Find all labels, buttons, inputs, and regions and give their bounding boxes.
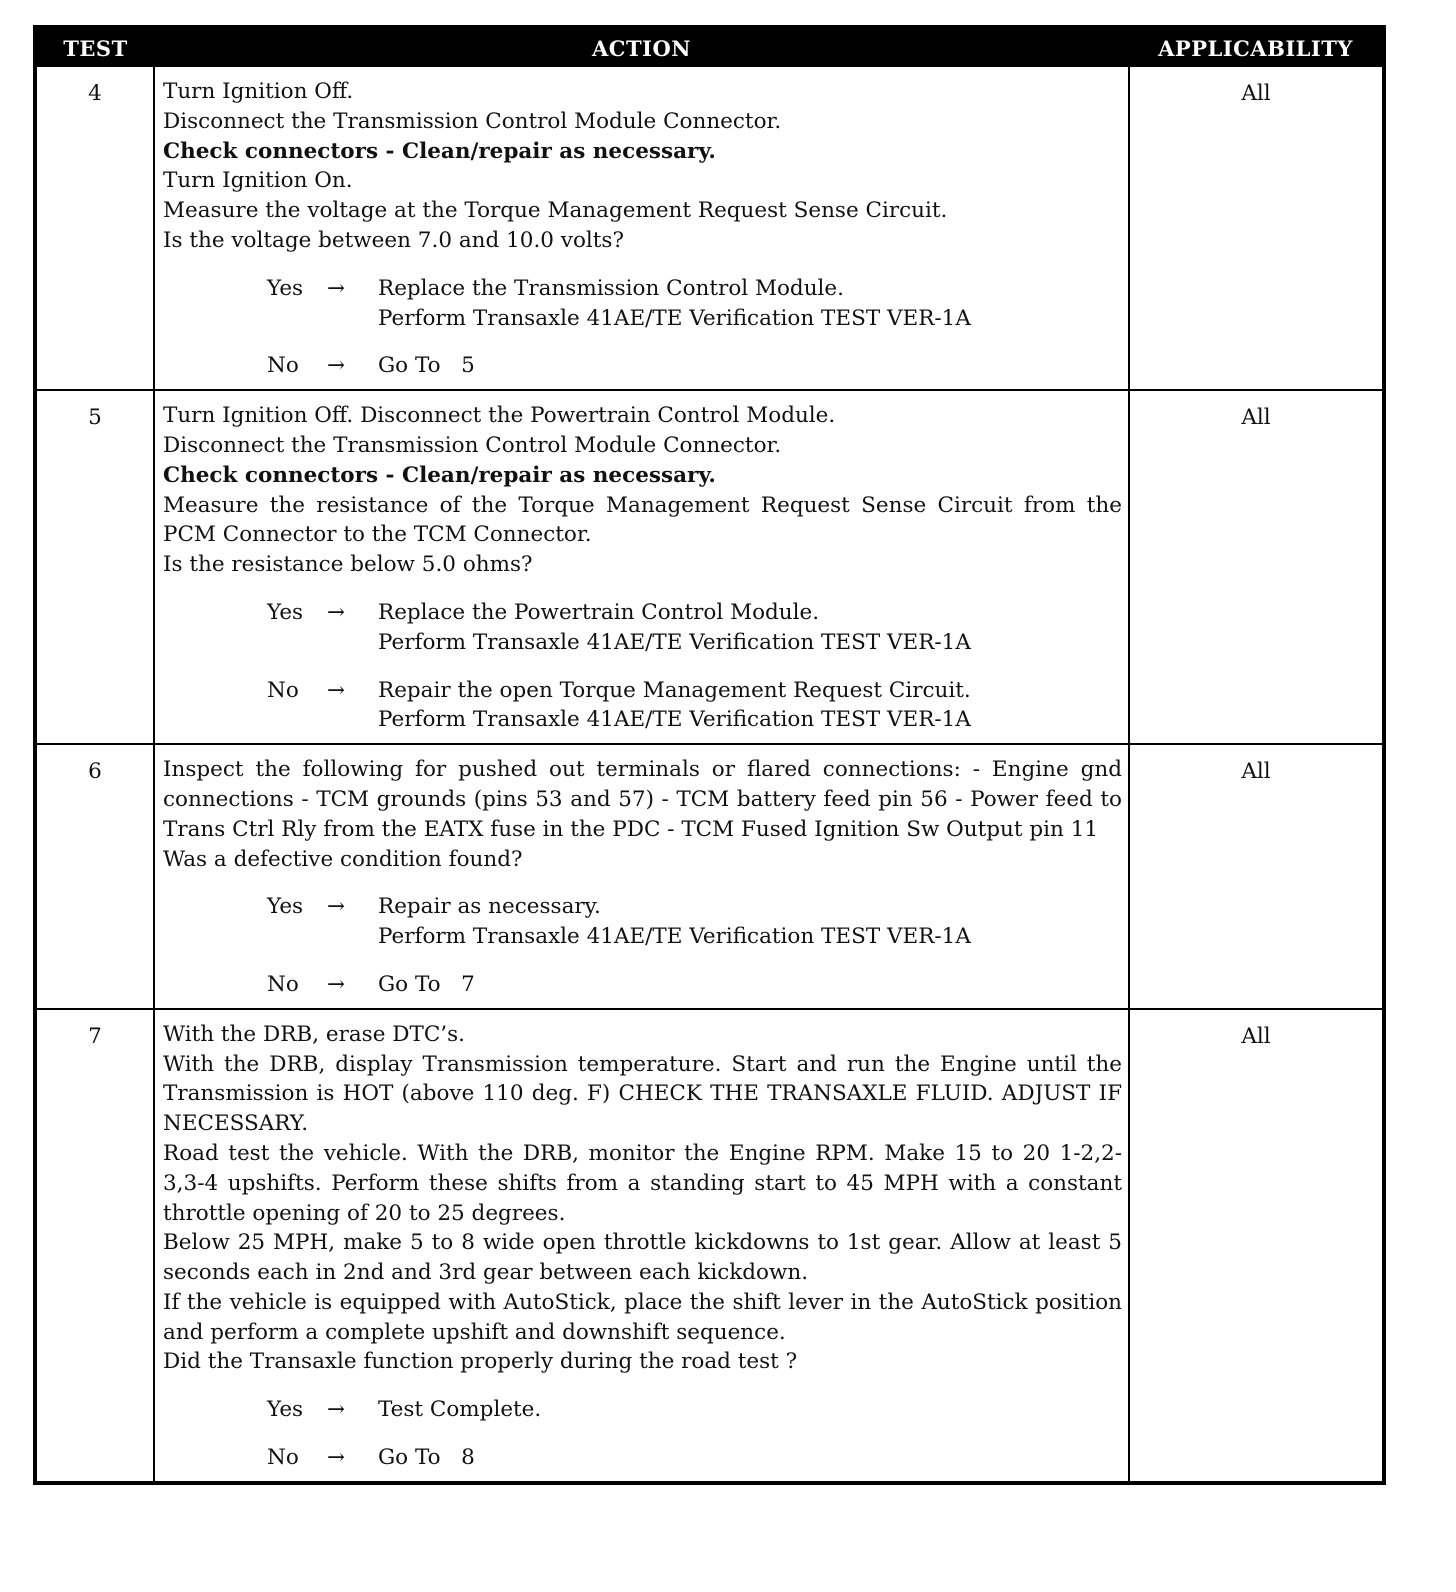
right-arrow-icon: → bbox=[327, 971, 346, 997]
header-applicability: APPLICABILITY bbox=[1129, 27, 1384, 67]
action-cell bbox=[154, 744, 1129, 1009]
result-line: Replace the Transmission Control Module. bbox=[378, 275, 844, 301]
action-question: Was a defective condition found? bbox=[163, 846, 523, 872]
result-line: Perform Transaxle 41AE/TE Verification TEST VER-1A bbox=[378, 305, 971, 331]
action-line-bold: Check connectors - Clean/repair as necessary. bbox=[163, 462, 716, 488]
yes-result bbox=[378, 892, 1122, 952]
no-label: No bbox=[267, 971, 299, 997]
yes-result bbox=[378, 274, 1122, 334]
action-line: Disconnect the Transmission Control Module Connector. bbox=[163, 432, 782, 458]
no-label: No bbox=[267, 677, 299, 703]
no-label: No bbox=[267, 353, 299, 379]
result-line: Go To 5 bbox=[378, 353, 475, 379]
action-cell bbox=[154, 390, 1129, 744]
result-line: Go To 8 bbox=[378, 1445, 475, 1471]
action-cell bbox=[154, 67, 1129, 390]
test-number: 7 bbox=[35, 1009, 154, 1483]
action-question: Is the resistance below 5.0 ohms? bbox=[163, 552, 533, 578]
action-line-bold: Check connectors - Clean/repair as necessary. bbox=[163, 138, 716, 164]
yes-branch bbox=[267, 274, 1122, 334]
header-test: TEST bbox=[35, 27, 154, 67]
action-line: Measure the voltage at the Torque Management Request Sense Circuit. bbox=[163, 198, 948, 224]
applicability-value: All bbox=[1129, 744, 1384, 1009]
test-row-6 bbox=[35, 744, 1384, 1009]
test-number: 6 bbox=[35, 744, 154, 1009]
no-result bbox=[378, 676, 1122, 736]
test-row-4 bbox=[35, 67, 1384, 390]
action-line: Disconnect the Transmission Control Module Connector. bbox=[163, 108, 782, 134]
right-arrow-icon: → bbox=[327, 894, 346, 920]
action-line: Turn Ignition Off. Disconnect the Powertrain Control Module. bbox=[163, 403, 836, 429]
yes-branch bbox=[267, 598, 1122, 658]
no-branch bbox=[267, 351, 1122, 381]
result-line: Perform Transaxle 41AE/TE Verification TEST VER-1A bbox=[378, 629, 971, 655]
no-result bbox=[378, 970, 1122, 1000]
yes-branch bbox=[267, 1395, 1122, 1425]
action-line: With the DRB, erase DTC’s. bbox=[163, 1021, 465, 1047]
no-label: No bbox=[267, 1445, 299, 1471]
applicability-value: All bbox=[1129, 390, 1384, 744]
no-branch bbox=[267, 970, 1122, 1000]
yes-label: Yes bbox=[267, 275, 304, 301]
no-result bbox=[378, 1443, 1122, 1473]
result-line: Repair the open Torque Management Request Circuit. bbox=[378, 677, 971, 703]
test-number: 4 bbox=[35, 67, 154, 390]
action-question: Is the voltage between 7.0 and 10.0 volts? bbox=[163, 227, 624, 253]
test-number: 5 bbox=[35, 390, 154, 744]
action-line: Turn Ignition Off. bbox=[163, 79, 354, 104]
table-header-row bbox=[35, 27, 1384, 67]
result-line: Go To 7 bbox=[378, 971, 475, 997]
test-row-7 bbox=[35, 1009, 1384, 1483]
test-row-5 bbox=[35, 390, 1384, 744]
yes-branch bbox=[267, 892, 1122, 952]
action-paragraph: Below 25 MPH, make 5 to 8 wide open throttle kickdowns to 1st gear. Allow at least 5 seconds each in 2nd and 3rd gear between each kickdown. bbox=[163, 1230, 1122, 1286]
diagnostic-test-table bbox=[33, 25, 1386, 1485]
result-line: Repair as necessary. bbox=[378, 894, 601, 920]
no-result bbox=[378, 351, 1122, 381]
right-arrow-icon: → bbox=[327, 1445, 346, 1471]
action-paragraph: Measure the resistance of the Torque Management Request Sense Circuit from the PCM Connector to the TCM Connector. bbox=[163, 492, 1122, 548]
yes-label: Yes bbox=[267, 599, 304, 625]
action-paragraph: Inspect the following for pushed out terminals or flared connections: - Engine gnd connections - TCM grounds (pins 53 and 57) - TCM battery feed pin 56 - Power feed to Trans Ctrl Rly from the EATX fuse in the PDC - TCM Fused Ignition Sw Output pin 11 bbox=[163, 757, 1122, 842]
result-line: Replace the Powertrain Control Module. bbox=[378, 599, 820, 625]
yes-result bbox=[378, 1395, 1122, 1425]
applicability-value: All bbox=[1129, 1009, 1384, 1483]
result-line: Test Complete. bbox=[378, 1397, 542, 1423]
right-arrow-icon: → bbox=[327, 599, 346, 625]
yes-result bbox=[378, 598, 1122, 658]
action-line: Turn Ignition On. bbox=[163, 168, 353, 194]
header-action: ACTION bbox=[154, 27, 1129, 67]
right-arrow-icon: → bbox=[327, 275, 346, 301]
no-branch bbox=[267, 1443, 1122, 1473]
action-question: Did the Transaxle function properly during the road test ? bbox=[163, 1349, 798, 1375]
right-arrow-icon: → bbox=[327, 677, 346, 703]
action-paragraph: If the vehicle is equipped with AutoStick, place the shift lever in the AutoStick position and perform a complete upshift and downshift sequence. bbox=[163, 1289, 1122, 1345]
yes-label: Yes bbox=[267, 894, 304, 920]
action-cell bbox=[154, 1009, 1129, 1483]
yes-label: Yes bbox=[267, 1397, 304, 1423]
action-paragraph: With the DRB, display Transmission temperature. Start and run the Engine until the Transmission is HOT (above 110 deg. F) CHECK THE TRANSAXLE FLUID. ADJUST IF NECESSARY. bbox=[163, 1051, 1122, 1137]
result-line: Perform Transaxle 41AE/TE Verification TEST VER-1A bbox=[378, 924, 971, 950]
result-line: Perform Transaxle 41AE/TE Verification TEST VER-1A bbox=[378, 707, 971, 733]
right-arrow-icon: → bbox=[327, 1397, 346, 1423]
right-arrow-icon: → bbox=[327, 353, 346, 379]
applicability-value: All bbox=[1129, 67, 1384, 390]
no-branch bbox=[267, 676, 1122, 736]
action-paragraph: Road test the vehicle. With the DRB, monitor the Engine RPM. Make 15 to 20 1-2,2-3,3-4 upshifts. Perform these shifts from a standing start to 45 MPH with a constant throttle opening of 20 to 25 degrees. bbox=[163, 1140, 1122, 1226]
